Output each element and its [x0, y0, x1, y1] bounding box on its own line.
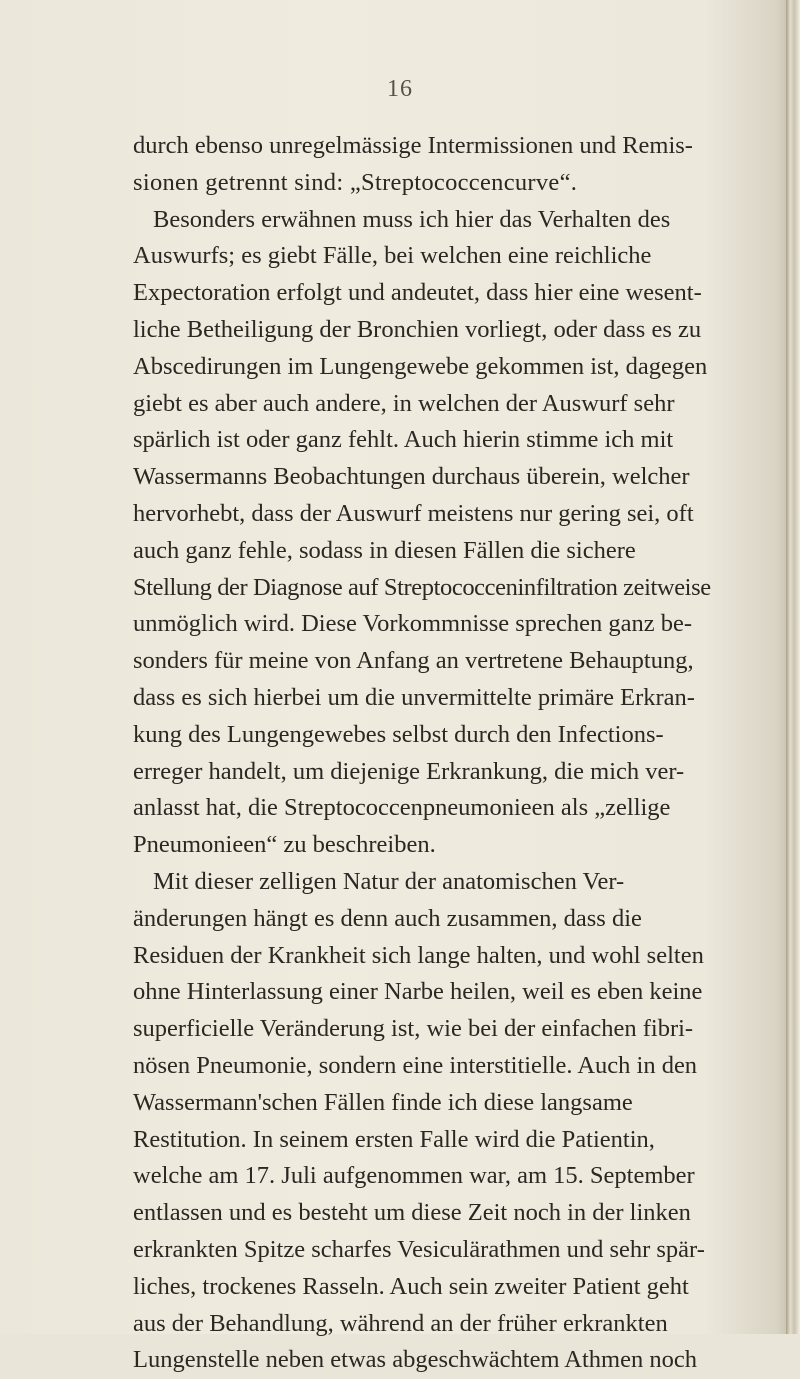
text-line: liche Betheiligung der Bronchien vorliegt, oder dass es zu: [133, 315, 702, 343]
text-line: Residuen der Krankheit sich lange halten, und wohl selten: [133, 941, 704, 969]
text-line: sionen getrennt sind: „Streptococcencurve“.: [133, 168, 578, 196]
text-line: Abscedirungen im Lungengewebe gekommen ist, dagegen: [133, 352, 708, 380]
text-line: dass es sich hierbei um die unvermittelte primäre Erkran-: [133, 683, 695, 711]
text-line: nösen Pneumonie, sondern eine interstitielle. Auch in den: [133, 1051, 698, 1079]
text-line: aus der Behandlung, während an der früher erkrankten: [133, 1309, 668, 1337]
text-line: Stellung der Diagnose auf Streptococceninfiltration zeitweise: [133, 573, 711, 601]
text-line: entlassen und es besteht um diese Zeit noch in der linken: [133, 1199, 691, 1227]
text-line: hervorhebt, dass der Auswurf meistens nur gering sei, oft: [133, 499, 694, 527]
text-line: Besonders erwähnen muss ich hier das Verhalten des: [153, 205, 671, 233]
text-line: Auswurfs; es giebt Fälle, bei welchen eine reichliche: [133, 242, 652, 270]
text-line: änderungen hängt es denn auch zusammen, dass die: [133, 904, 642, 932]
body-text: [133, 128, 773, 1379]
text-line: ohne Hinterlassung einer Narbe heilen, weil es eben keine: [133, 978, 703, 1006]
text-line: giebt es aber auch andere, in welchen der Auswurf sehr: [133, 389, 675, 417]
text-line: spärlich ist oder ganz fehlt. Auch hierin stimme ich mit: [133, 426, 674, 454]
text-line: Wassermann'schen Fällen finde ich diese langsame: [133, 1088, 633, 1116]
page-edge: [786, 0, 800, 1334]
text-line: sonders für meine von Anfang an vertretene Behauptung,: [133, 647, 694, 675]
text-line: auch ganz fehle, sodass in diesen Fällen die sichere: [133, 536, 636, 564]
text-line: erkrankten Spitze scharfes Vesiculärathmen und sehr spär-: [133, 1235, 705, 1263]
text-line: superficielle Veränderung ist, wie bei der einfachen fibri-: [133, 1015, 694, 1043]
page-number: 16: [387, 76, 413, 102]
text-line: erreger handelt, um diejenige Erkrankung, die mich ver-: [133, 757, 685, 785]
text-line: Restitution. In seinem ersten Falle wird die Patientin,: [133, 1125, 655, 1153]
text-line: Expectoration erfolgt und andeutet, dass hier eine wesent-: [133, 279, 702, 307]
text-line: durch ebenso unregelmässige Intermissionen und Remis-: [133, 132, 693, 159]
text-line: liches, trockenes Rasseln. Auch sein zweiter Patient geht: [133, 1272, 689, 1300]
text-line: unmöglich wird. Diese Vorkommnisse sprechen ganz be-: [133, 610, 693, 638]
text-line: Wassermanns Beobachtungen durchaus überein, welcher: [133, 463, 690, 491]
text-line: Pneumonieen“ zu beschreiben.: [133, 831, 436, 859]
text-line: Mit dieser zelligen Natur der anatomischen Ver-: [153, 867, 625, 895]
text-line: anlasst hat, die Streptococcenpneumonieen als „zellige: [133, 794, 671, 822]
text-line: kung des Lungengewebes selbst durch den Infections-: [133, 720, 664, 748]
text-line: welche am 17. Juli aufgenommen war, am 15. September: [133, 1162, 695, 1190]
text-line: Lungenstelle neben etwas abgeschwächtem Athmen noch: [133, 1346, 697, 1374]
